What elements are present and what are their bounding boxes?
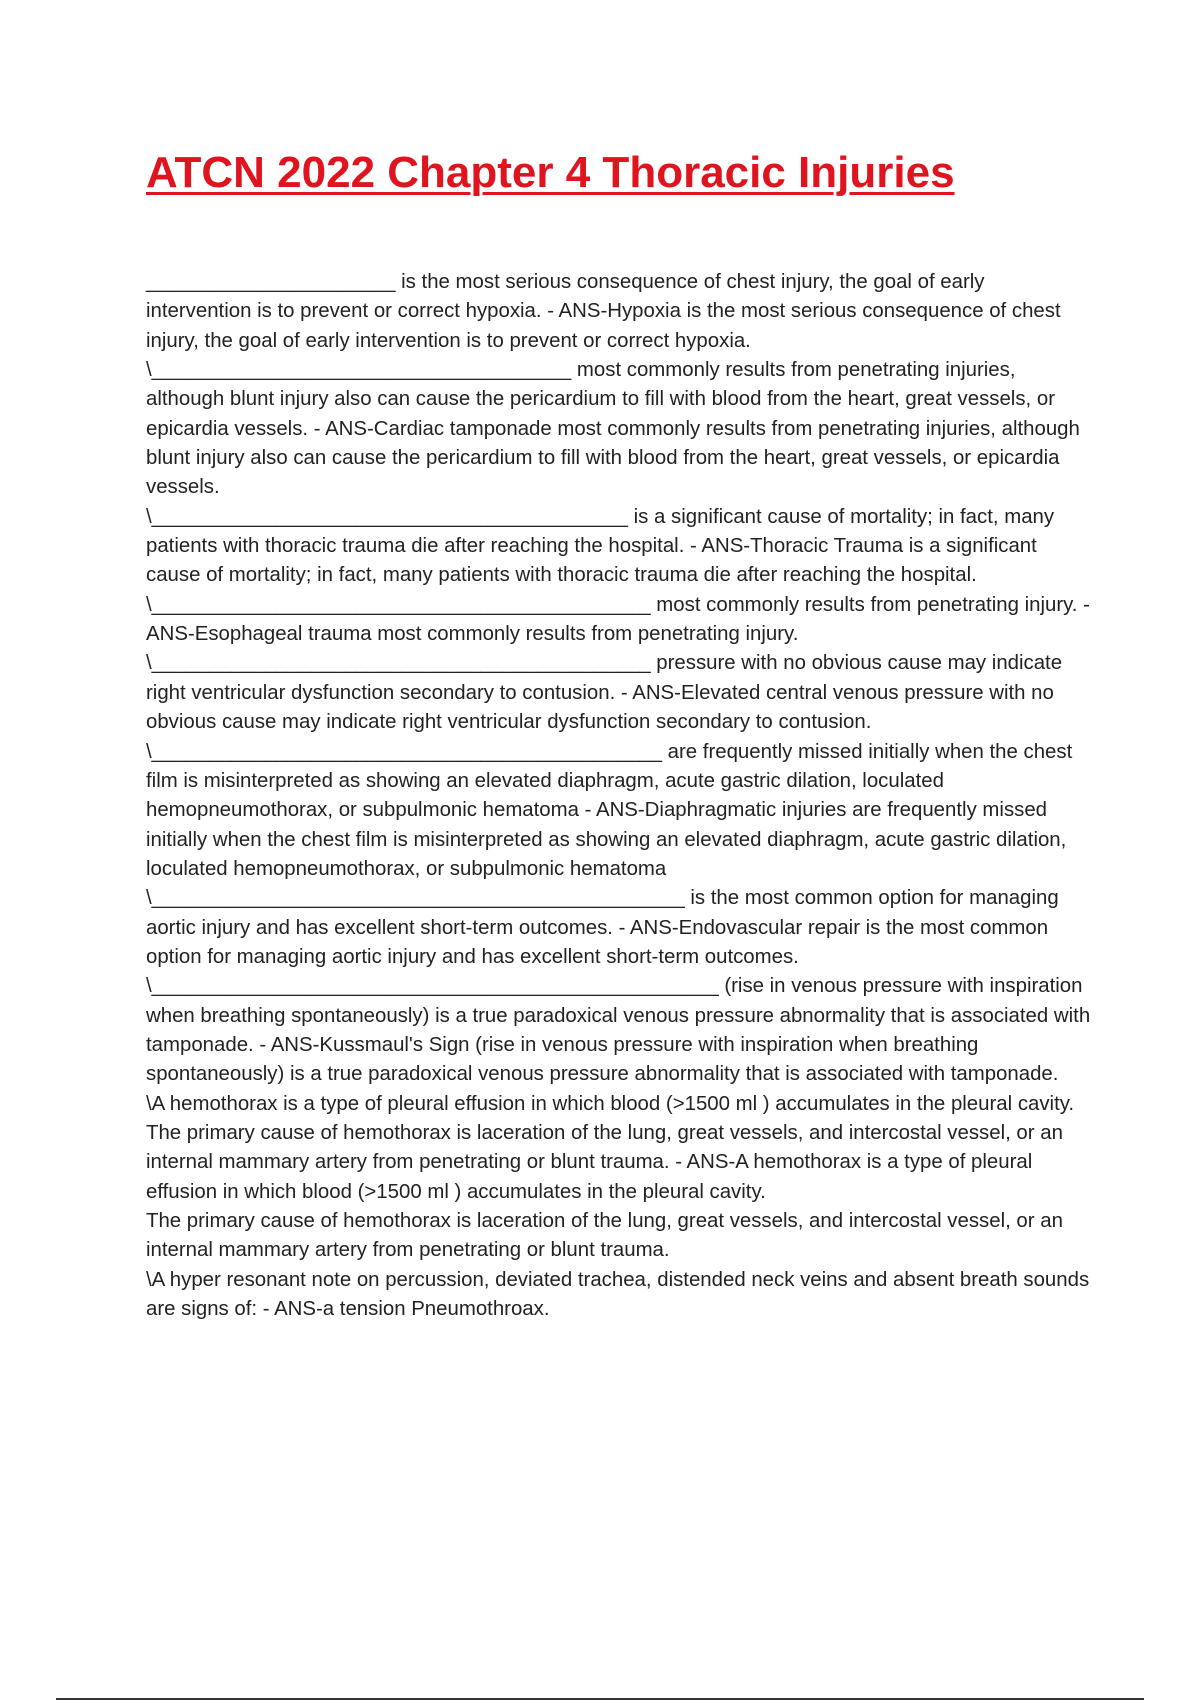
qa-entry: The primary cause of hemothorax is laceration of the lung, great vessels, and intercostal vessel, or an internal mammary artery from penetrating or blunt trauma. <box>146 1210 1063 1262</box>
qa-entry: \_____________________________________ most commonly results from penetrating injuries, although blunt injury also can cause the pericardium to fill with blood from the heart, great vessels, or epicardia vessels. - ANS-Cardiac tamponade most commonly results from penetrating injuries, although blunt injury also can cause the pericardium to fill with blood from the heart, great vessels, or epicardia vessels. <box>146 359 1080 499</box>
qa-entry: ______________________ is the most serious consequence of chest injury, the goal of early intervention is to prevent or correct hypoxia. - ANS-Hypoxia is the most serious consequence of chest injury, the goal of early intervention is to prevent or correct hypoxia. <box>146 271 1061 352</box>
qa-entry: \__________________________________________ is a significant cause of mortality; in fact, many patients with thoracic trauma die after reaching the hospital. - ANS-Thoracic Trauma is a significant cause of mortality; in fact, many patients with thoracic trauma die after reaching the hospital. <box>146 505 1055 587</box>
qa-entry: \____________________________________________ most commonly results from penetrating injury. - ANS-Esophageal trauma most commonly results from penetrating injury. <box>146 593 1090 646</box>
qa-entry: \A hemothorax is a type of pleural effusion in which blood (>1500 ml ) accumulates in the pleural cavity. <box>146 1092 1075 1115</box>
qa-entry: \____________________________________________ pressure with no obvious cause may indicate right ventricular dysfunction secondary to contusion. - ANS-Elevated central venous pressure with no obvious cause may indicate right ventricular dysfunction secondary to contusion. <box>146 652 1063 734</box>
document-body <box>146 268 1094 1324</box>
qa-entry: \_____________________________________________ are frequently missed initially when the chest film is misinterpreted as showing an elevated diaphragm, acute gastric dilation, loculated hemopneumothorax, or subpulmonic hematoma - ANS-Diaphragmatic injuries are frequently missed initially when the chest film is misinterpreted as showing an elevated diaphragm, acute gastric dilation, loculated hemopneumothorax, or subpulmonic hematoma <box>146 740 1073 880</box>
qa-entry: \A hyper resonant note on percussion, deviated trachea, distended neck veins and absent breath sounds are signs of: - ANS-a tension Pneumothroax. <box>146 1268 1090 1321</box>
qa-entry: The primary cause of hemothorax is laceration of the lung, great vessels, and intercostal vessel, or an internal mammary artery from penetrating or blunt trauma. - ANS-A hemothorax is a type of pleural effusion in which blood (>1500 ml ) accumulates in the pleural cavity. <box>146 1121 1063 1203</box>
qa-entry: \_______________________________________________ is the most common option for managing aortic injury and has excellent short-term outcomes. - ANS-Endovascular repair is the most common option for managing aortic injury and has excellent short-term outcomes. <box>146 887 1059 968</box>
qa-entry: \__________________________________________________ (rise in venous pressure with inspiration when breathing spontaneously) is a true paradoxical venous pressure abnormality that is associated with tamponade. - ANS-Kussmaul's Sign (rise in venous pressure with inspiration when breathing spontaneously) is a true paradoxical venous pressure abnormality that is associated with tamponade. <box>146 975 1091 1086</box>
page-title: ATCN 2022 Chapter 4 Thoracic Injuries <box>146 148 955 197</box>
